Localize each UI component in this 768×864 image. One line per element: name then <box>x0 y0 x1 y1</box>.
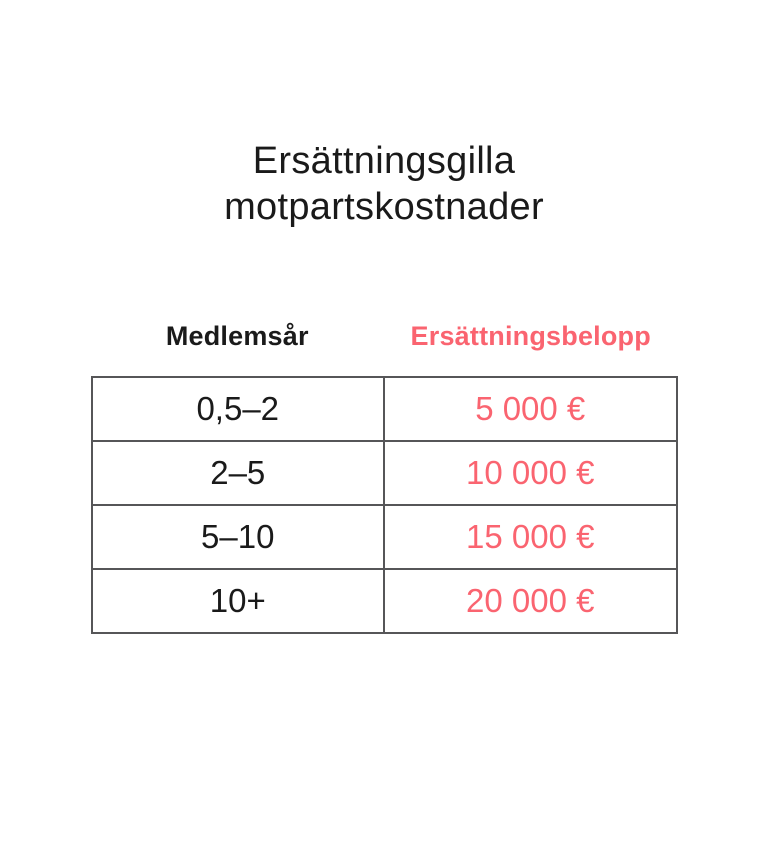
table-row <box>92 569 677 633</box>
table-grid <box>91 376 678 634</box>
page-title-line-1: Ersättningsgilla <box>252 140 516 182</box>
amount-cell: 15 000 € <box>384 505 677 569</box>
amount-cell: 20 000 € <box>384 569 677 633</box>
years-cell: 10+ <box>92 569 385 633</box>
table-row <box>92 377 677 441</box>
page-title-line-2: motpartskostnader <box>224 186 544 228</box>
compensation-table <box>91 320 678 634</box>
years-cell: 5–10 <box>92 505 385 569</box>
page-title <box>0 138 768 230</box>
infographic-page <box>0 138 768 864</box>
column-header-member-years: Medlemsår <box>165 321 309 351</box>
table-body <box>92 377 677 633</box>
amount-cell: 5 000 € <box>384 377 677 441</box>
years-cell: 2–5 <box>92 441 385 505</box>
amount-cell: 10 000 € <box>384 441 677 505</box>
table-header-row <box>91 320 678 352</box>
table-row <box>92 441 677 505</box>
column-header-compensation-amount: Ersättningsbelopp <box>410 321 651 351</box>
years-cell: 0,5–2 <box>92 377 385 441</box>
table-row <box>92 505 677 569</box>
